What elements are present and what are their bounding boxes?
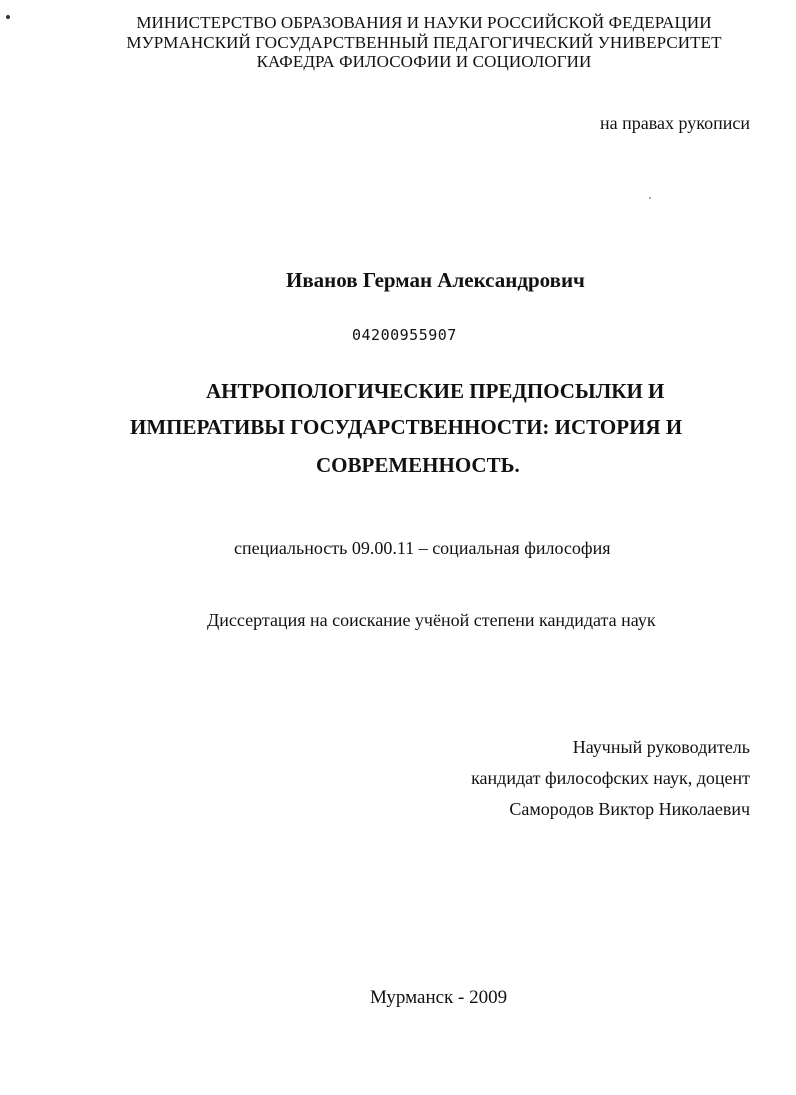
supervisor-name: Самородов Виктор Николаевич (509, 799, 750, 819)
title-line-2: ИМПЕРАТИВЫ ГОСУДАРСТВЕННОСТИ: ИСТОРИЯ И (130, 415, 683, 439)
supervisor-role: Научный руководитель (572, 737, 750, 757)
manuscript-note: на правах рукописи (600, 113, 750, 133)
ministry-header: МИНИСТЕРСТВО ОБРАЗОВАНИЯ И НАУКИ РОССИЙСКОЙ ФЕДЕРАЦИИ (136, 13, 712, 32)
document-code: 04200955907 (352, 326, 457, 344)
city-year: Мурманск - 2009 (370, 987, 508, 1008)
dissertation-type: Диссертация на соискание учёной степени кандидата наук (207, 610, 656, 630)
title-line-1: АНТРОПОЛОГИЧЕСКИЕ ПРЕДПОСЫЛКИ И (206, 379, 665, 403)
scan-speck (6, 15, 10, 19)
supervisor-degree: кандидат философских наук, доцент (471, 768, 750, 788)
university-header: МУРМАНСКИЙ ГОСУДАРСТВЕННЫЙ ПЕДАГОГИЧЕСКИЙ УНИВЕРСИТЕТ (126, 33, 722, 52)
scan-speck (649, 197, 651, 199)
author-name: Иванов Герман Александрович (286, 268, 585, 292)
title-line-3: СОВРЕМЕННОСТЬ. (316, 453, 520, 477)
department-header: КАФЕДРА ФИЛОСОФИИ И СОЦИОЛОГИИ (256, 52, 592, 71)
specialty: специальность 09.00.11 – социальная философия (234, 538, 611, 558)
